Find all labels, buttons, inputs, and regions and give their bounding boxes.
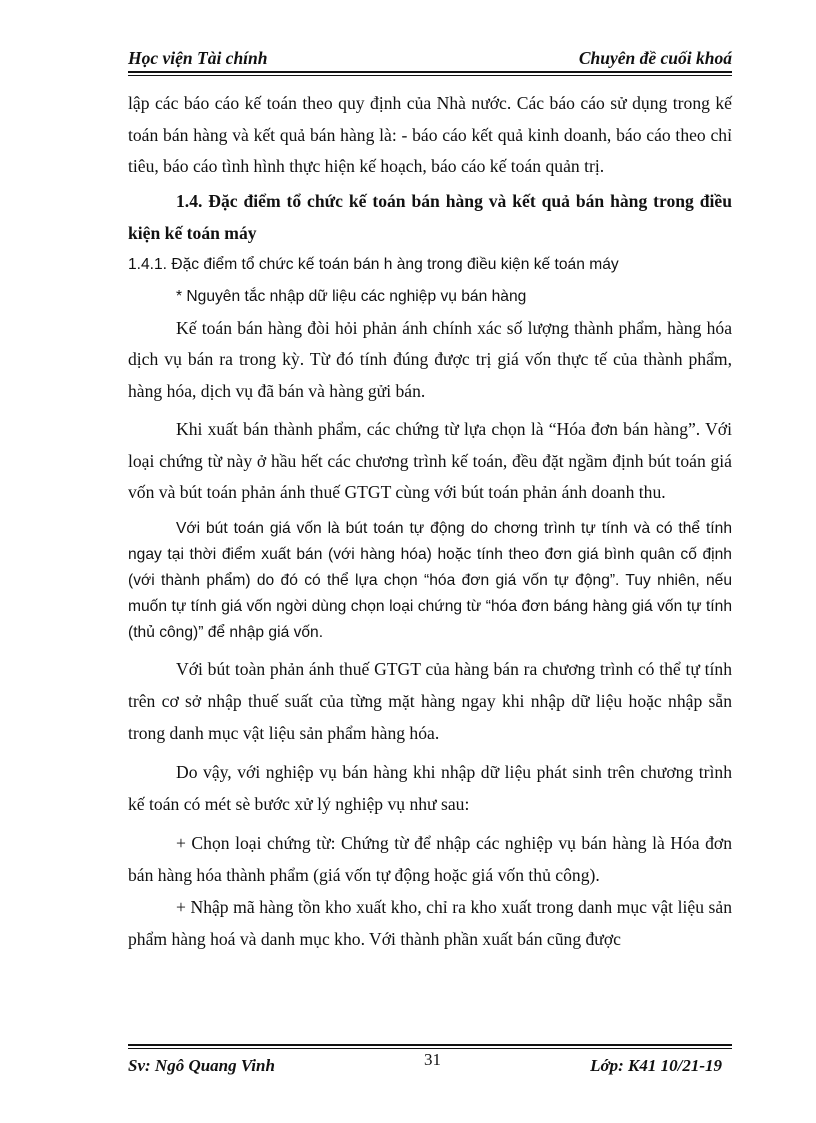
page-footer <box>128 1056 732 1078</box>
footer-rule <box>128 1044 732 1046</box>
footer-student: Sv: Ngô Quang Vinh <box>128 1056 275 1075</box>
paragraph-4: Với bút toán giá vốn là bút toán tự động do chơng trình tự tính và có thể tính ngay tại thời điểm xuất bán (với hàng hóa) hoặc tính theo đơn giá bình quân cố định (với thành phẩm) do đó có thể lựa chọn “hóa đơn giá vốn tự động”. Tuy nhiên, nếu muốn tự tính giá vốn ngời dùng chọn loại chứng từ “hóa đơn báng hàng giá vốn tự tính (thủ công)” để nhập giá vốn. <box>128 519 732 641</box>
page-header <box>128 48 732 70</box>
paragraph-2: Kế toán bán hàng đòi hỏi phản ánh chính xác số lượng thành phẩm, hàng hóa dịch vụ bán ra trong kỳ. Từ đó tính đúng được trị giá vốn thực tế của thành phẩm, hàng hóa, dịch vụ đã bán và hàng gửi bán. <box>128 317 732 401</box>
paragraph-intro: lập các báo cáo kế toán theo quy định của Nhà nước. Các báo cáo sử dụng trong kế toán bán hàng và kết quả bán hàng là: - báo cáo kết quả kinh doanh, báo cáo theo chỉ tiêu, báo cáo tình hình thực hiện kế hoạch, báo cáo kế toán quản trị. <box>128 93 732 176</box>
header-rule-thin <box>128 75 732 76</box>
principle-line: * Nguyên tắc nhập dữ liệu các nghiệp vụ bán hàng <box>176 287 527 305</box>
paragraph-8: + Nhập mã hàng tồn kho xuất kho, chỉ ra kho xuất trong danh mục vật liệu sản phẩm hàng hoá và danh mục kho. Với thành phần xuất bán cũng được <box>128 896 732 949</box>
header-document-type: Chuyên đề cuối khoá <box>578 48 732 68</box>
paragraph-7: + Chọn loại chứng từ: Chứng từ để nhập các nghiệp vụ bán hàng là Hóa đơn bán hàng hóa thành phẩm (giá vốn tự động hoặc giá vốn thủ công). <box>128 832 732 885</box>
page-number: 31 <box>424 1050 441 1069</box>
section-heading: 1.4. Đặc điểm tổ chức kế toán bán hàng và kết quả bán hàng trong điều kiện kế toán máy <box>128 190 732 243</box>
header-rule <box>128 71 732 73</box>
paragraph-5: Với bút toàn phản ánh thuế GTGT của hàng bán ra chương trình có thể tự tính trên cơ sở nhập thuế suất của từng mặt hàng ngay khi nhập dữ liệu hoặc nhập sẵn trong danh mục vật liệu sản phẩm hàng hóa. <box>128 658 732 743</box>
subsection-heading: 1.4.1. Đặc điểm tổ chức kế toán bán h àng trong điều kiện kế toán máy <box>128 255 619 273</box>
header-institution: Học viện Tài chính <box>128 48 268 68</box>
footer-rule-thin <box>128 1048 732 1049</box>
paragraph-6: Do vậy, với nghiệp vụ bán hàng khi nhập dữ liệu phát sinh trên chương trình kế toán có mét sè bước xử lý nghiệp vụ như sau: <box>128 761 732 814</box>
page-body <box>128 88 732 955</box>
footer-class: Lớp: K41 10/21-19 <box>590 1056 722 1075</box>
paragraph-3: Khi xuất bán thành phẩm, các chứng từ lựa chọn là “Hóa đơn bán hàng”. Với loại chứng từ này ở hầu hết các chương trình kế toán, đều đặt ngầm định bút toán giá vốn và bút toán phản ánh thuế GTGT cùng với bút toán phản ánh doanh thu. <box>128 419 732 502</box>
